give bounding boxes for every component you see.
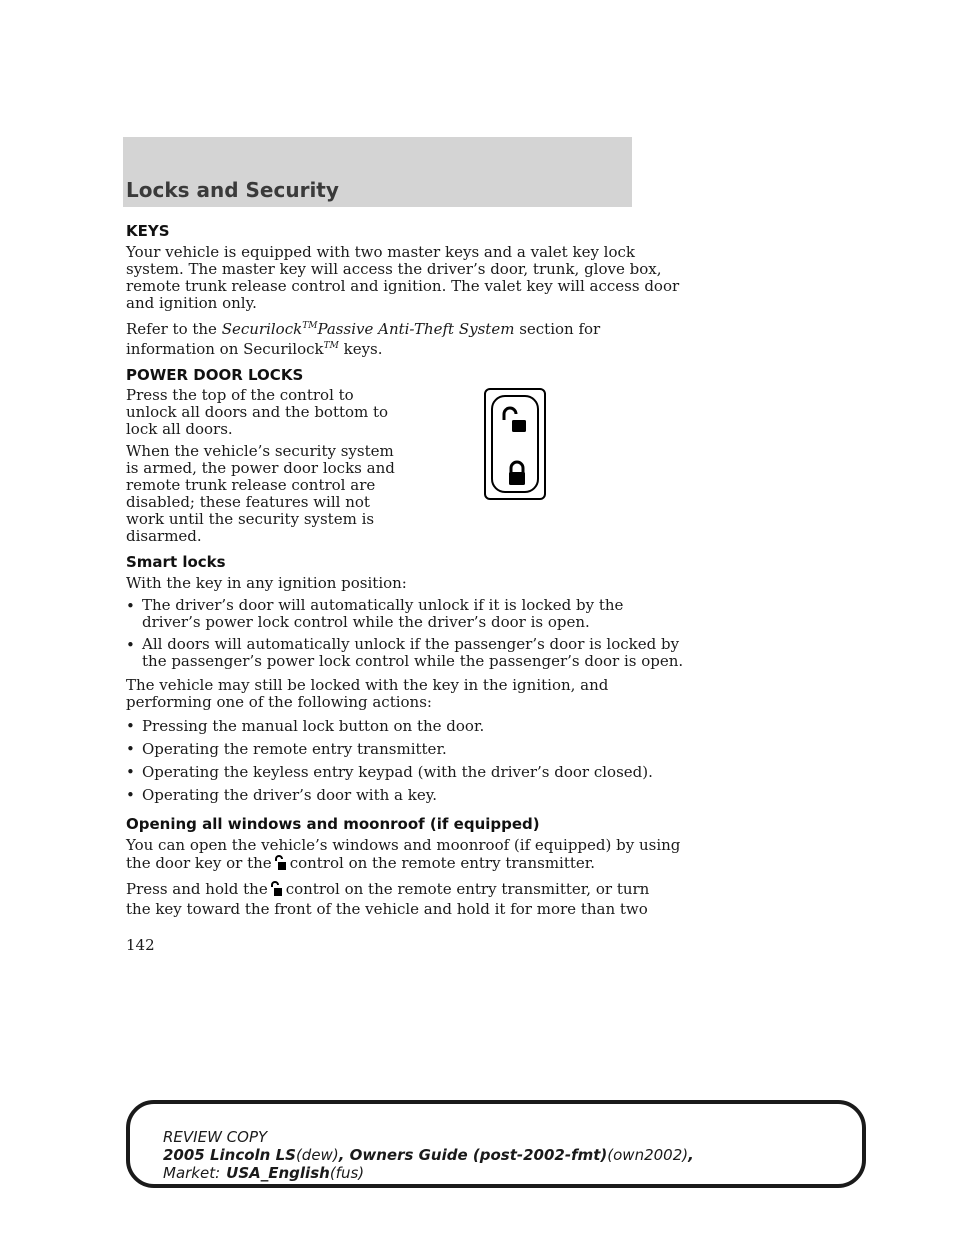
list-item — [126, 716, 484, 735]
keys-heading: KEYS — [126, 222, 170, 240]
list-item-text: Operating the remote entry transmitter. — [141, 740, 447, 758]
door-lock-switch-illustration — [484, 388, 546, 500]
unlock-icon — [274, 855, 286, 871]
bullet-icon: • — [126, 763, 135, 781]
text: control on the remote entry transmitter. — [289, 854, 596, 872]
text-line: disarmed. — [126, 527, 202, 545]
guide-name: Owners Guide (post-2002-fmt) — [349, 1146, 608, 1164]
footer-model-line — [163, 1145, 694, 1165]
list-item-text: Pressing the manual lock button on the door. — [141, 717, 485, 735]
power-door-locks-heading: POWER DOOR LOCKS — [126, 366, 304, 384]
market-code: (fus) — [329, 1164, 365, 1182]
text-line: disabled; these features will not — [126, 493, 370, 511]
text-line: Your vehicle is equipped with two master keys and a valet key lock — [126, 243, 636, 261]
text: Refer to the — [126, 320, 222, 338]
text: information on Securilock — [126, 340, 324, 358]
section-reference: Passive Anti-Theft System — [317, 320, 515, 338]
review-copy-label: REVIEW COPY — [163, 1128, 268, 1146]
securilock-name: Securilock — [221, 320, 303, 338]
trademark: TM — [302, 321, 318, 331]
text-line: performing one of the following actions: — [126, 693, 432, 711]
text-line: remote trunk release control are — [126, 476, 376, 494]
separator: , — [338, 1146, 350, 1164]
model-code: (dew) — [295, 1146, 339, 1164]
text: the door key or the — [126, 854, 272, 872]
section-title: Locks and Security — [126, 178, 339, 202]
smart-locks-heading: Smart locks — [126, 553, 226, 571]
power-locks-paragraph-2 — [126, 443, 395, 545]
list-item — [126, 739, 447, 758]
keys-paragraph — [126, 244, 679, 312]
text: Press and hold the — [126, 880, 268, 898]
unlock-icon — [500, 406, 532, 438]
list-item — [126, 785, 437, 804]
page-number: 142 — [126, 936, 155, 954]
bullet-icon: • — [126, 740, 135, 758]
market-value: USA_English — [226, 1164, 330, 1182]
text-line: All doors will automatically unlock if the passenger’s door is locked by — [142, 635, 680, 653]
text-line: the passenger’s power lock control while the passenger’s door is open. — [142, 652, 684, 670]
lock-icon — [506, 460, 528, 488]
power-locks-paragraph-1 — [126, 387, 388, 438]
market-label: Market: — [163, 1164, 221, 1182]
bullet-icon: • — [126, 597, 135, 615]
text-line: driver’s power lock control while the driver’s door is open. — [142, 613, 590, 631]
unlock-icon — [270, 881, 282, 897]
text-line: is armed, the power door locks and — [126, 459, 395, 477]
text-line: system. The master key will access the driver’s door, trunk, glove box, — [126, 260, 662, 278]
text-line-with-icon — [126, 881, 649, 898]
bullet-icon: • — [126, 636, 135, 654]
text-line: work until the security system is — [126, 510, 375, 528]
smart-locks-intro: With the key in any ignition position: — [126, 574, 407, 592]
model-name: 2005 Lincoln LS — [163, 1146, 296, 1164]
text: control on the remote entry transmitter, or turn — [285, 880, 650, 898]
list-item-text: Operating the keyless entry keypad (with the driver’s door closed). — [141, 763, 653, 781]
list-item-text: Operating the driver’s door with a key. — [141, 786, 437, 804]
guide-code: (own2002) — [607, 1146, 689, 1164]
securilock-reference — [126, 318, 600, 358]
text-line: lock all doors. — [126, 420, 233, 438]
bullet-icon: • — [126, 717, 135, 735]
windows-heading: Opening all windows and moonroof (if equipped) — [126, 815, 540, 833]
text: section for — [514, 320, 601, 338]
text-line: unlock all doors and the bottom to — [126, 403, 389, 421]
text-line: and ignition only. — [126, 294, 257, 312]
text-line: When the vehicle’s security system — [126, 442, 394, 460]
text-line: remote trunk release control and ignition. The valet key will access door — [126, 277, 680, 295]
text-line: You can open the vehicle’s windows and moonroof (if equipped) by using — [126, 836, 681, 854]
bullet-icon: • — [126, 786, 135, 804]
smart-locks-paragraph — [126, 677, 608, 711]
text-line: The driver’s door will automatically unlock if it is locked by the — [142, 596, 624, 614]
text-line: the key toward the front of the vehicle and hold it for more than two — [126, 900, 648, 918]
footer-market-line — [163, 1163, 364, 1183]
list-item — [126, 762, 653, 781]
text: keys. — [338, 340, 383, 358]
text-line-with-icon — [126, 855, 595, 872]
text-line: Press the top of the control to — [126, 386, 354, 404]
text-line: The vehicle may still be locked with the key in the ignition, and — [126, 676, 609, 694]
trademark: TM — [323, 341, 339, 351]
separator: , — [688, 1146, 694, 1164]
